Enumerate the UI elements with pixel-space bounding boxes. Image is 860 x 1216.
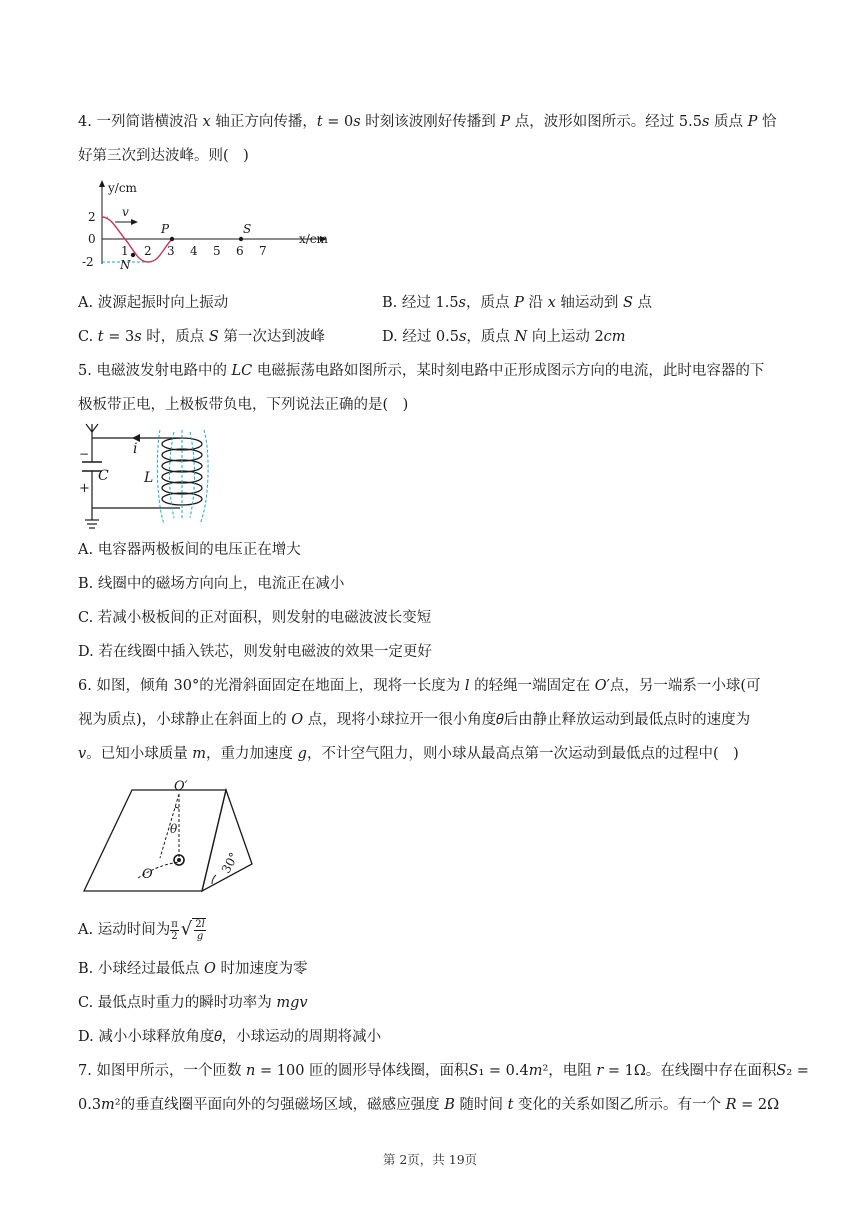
current-label: i: [133, 441, 138, 457]
fraction-denominator: 2: [171, 930, 178, 942]
inductor-label: L: [144, 470, 154, 486]
q6-option-b: B. 小球经过最低点 𝑂 时加速度为零: [78, 961, 308, 977]
coil-turn-6: [162, 493, 202, 505]
x-axis-label: x/cm: [299, 232, 328, 246]
q6-option-d: D. 减小小球释放角度𝜃，小球运动的周期将减小: [78, 1029, 382, 1045]
q5-option-b: B. 线圈中的磁场方向向上，电流正在减小: [78, 576, 345, 592]
y-tick-0: 0: [88, 232, 96, 246]
field-line-3: [190, 432, 195, 518]
fraction-numerator: π: [171, 918, 178, 930]
q4-option-d: D. 经过 0.5𝑠，质点 𝑁 向上运动 2𝑐𝑚: [382, 329, 626, 345]
incline-top-face: [84, 790, 226, 891]
capacitor-label: C: [98, 468, 109, 484]
y-tick-2: 2: [88, 210, 96, 224]
antenna-left: [86, 424, 92, 432]
theta-arc: [175, 807, 179, 808]
x-tick-2: 2: [144, 244, 152, 258]
q4-option-c: C. 𝑡 = 3𝑠 时，质点 𝑆 第一次达到波峰: [78, 329, 325, 345]
radicand-denominator: 𝑔: [196, 931, 204, 942]
x-tick-4: 4: [190, 244, 198, 258]
q4-option-b: B. 经过 1.5𝑠，质点 𝑃 沿 𝑥 轴运动到 𝑆 点: [382, 295, 653, 311]
q5-lc-circuit-figure: [76, 420, 216, 532]
q6-stem-line-1: 6. 如图，倾角 30°的光滑斜面固定在地面上，现将一长度为 𝑙 的轻绳一端固定在 𝑂′点，另一端系一小球(可: [78, 678, 761, 694]
velocity-label: v: [122, 205, 129, 219]
point-n: [131, 253, 135, 257]
ball-center: [177, 858, 181, 862]
q4-option-a: A. 波源起振时向上振动: [78, 295, 229, 311]
x-tick-5: 5: [213, 244, 221, 258]
y-tick-minus2: -2: [82, 255, 94, 269]
velocity-arrowhead: [131, 219, 138, 225]
y-axis-label: y/cm: [108, 181, 137, 195]
square-root: √ $\frac{\text{2𝑙}}{\text{𝑔}}$: [180, 918, 205, 942]
q6-incline-figure: [80, 778, 260, 898]
point-s: [239, 237, 243, 241]
q5-option-d: D. 若在线圈中插入铁芯，则发射电磁波的效果一定更好: [78, 644, 432, 660]
pi-over-2-fraction: [170, 919, 179, 942]
angle-label: 30°: [218, 850, 242, 876]
bottom-point-label: O: [142, 867, 153, 882]
point-p-label: P: [161, 222, 170, 236]
q7-stem-line-2: 0.3𝑚²的垂直线圈平面向外的匀强磁场区域，磁感应强度 𝐵 随时间 𝑡 变化的关系如图乙所示。有一个 𝑅 = 2Ω: [78, 1097, 780, 1113]
x-tick-6: 6: [236, 244, 244, 258]
q6-option-a: [78, 918, 206, 942]
field-line-1: [170, 432, 175, 518]
coil-turn-1: [162, 438, 202, 450]
incline-side-face: [202, 790, 252, 891]
minus-sign: −: [79, 447, 90, 461]
plus-sign: +: [79, 481, 90, 496]
q4-stem-line-2: 好第三次到达波峰。则( ): [78, 148, 249, 164]
q6-option-a-prefix: A. 运动时间为: [78, 922, 171, 938]
q4-stem-line-1: 4. 一列简谐横波沿 𝑥 轴正方向传播，𝑡 = 0𝑠 时刻该波刚好传播到 𝑃 点，波形如图所示。经过 5.5𝑠 质点 𝑃 恰: [78, 114, 777, 130]
q4-wave-figure: [78, 176, 338, 274]
page-footer: 第 2页，共 19页: [382, 1152, 478, 1167]
top-point-label: O′: [174, 779, 188, 794]
point-n-label: N: [120, 258, 131, 272]
q5-stem-line-2: 极板带正电，上极板带负电，下列说法正确的是( ): [78, 397, 409, 413]
q5-option-a: A. 电容器两极板间的电压正在增大: [78, 542, 301, 558]
point-p: [170, 237, 174, 241]
q6-option-c: C. 最低点时重力的瞬时功率为 𝑚𝑔𝑣: [78, 995, 308, 1011]
q5-option-c: C. 若减小极板间的正对面积，则发射的电磁波波长变短: [78, 610, 432, 626]
field-line-4: [157, 430, 164, 524]
q7-stem-line-1: 7. 如图甲所示，一个匝数 𝑛 = 100 匝的圆形导体线圈，面积𝑆₁ = 0.4𝑚²，电阻 𝑟 = 1Ω。在线圈中存在面积𝑆₂ =: [78, 1063, 809, 1079]
q5-stem-line-1: 5. 电磁波发射电路中的 𝐿𝐶 电磁振荡电路如图所示，某时刻电路中正形成图示方向的电流，此时电容器的下: [78, 363, 765, 379]
radicand-numerator: 2𝑙: [195, 919, 205, 930]
theta-label: θ: [170, 822, 178, 836]
y-axis-arrow: [99, 180, 105, 187]
q6-stem-line-2: 视为质点)，小球静止在斜面上的 𝑂 点，现将小球拉开一很小角度𝜃后由静止释放运动到最低点时的速度为: [78, 712, 751, 728]
x-tick-7: 7: [259, 244, 267, 258]
q6-stem-line-3: 𝑣。已知小球质量 𝑚，重力加速度 𝑔，不计空气阻力，则小球从最高点第一次运动到最低点的过程中( ): [78, 746, 739, 762]
antenna-right: [92, 424, 98, 432]
field-line-5: [200, 430, 208, 524]
x-tick-1: 1: [121, 244, 129, 258]
x-tick-3: 3: [167, 244, 175, 258]
point-s-label: S: [243, 222, 252, 236]
angle-arc: [212, 875, 216, 884]
